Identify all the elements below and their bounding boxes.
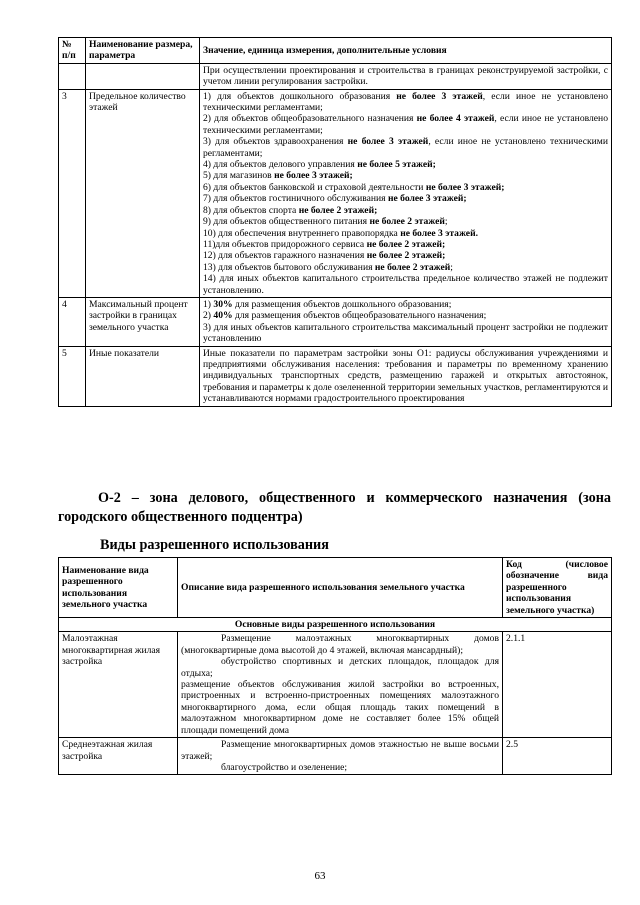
value-line: Иные показатели по параметрам застройки зоны О1: радиусы обслуживания учреждениями и предприятиями обслуживания населения: требования и параметры по временному хранению индивидуальных транспортных средств, размещению гаражей и открытых автостоянок, требования и параметры к доле озелененной территории земельных участков, регламентируются и устанавливаются нормами градостроительного проектирования [203,347,608,405]
use-name: Малоэтажная многоквартирная жилая застройка [59,632,178,738]
value-line: 2) 40% для размещения объектов общеобразовательного назначения; [203,310,487,322]
section-row [59,618,612,632]
parameters-table-header [59,38,612,64]
use-description [178,738,503,775]
value-line: 11)для объектов придорожного сервиса не более 2 этажей; [203,238,446,250]
header-value: Значение, единица измерения, дополнительные условия [200,38,612,64]
header-use-code: Код (числовое обозначение вида разрешенного использования земельного участка) [503,558,612,618]
use-code: 2.5 [503,738,612,775]
description-paragraph: размещение объектов обслуживания жилой застройки во встроенных, пристроенных и встроенно-пристроенных помещениях малоэтажного многоквартирного дома, если общая площадь таких помещений в малоэтажном многоквартирном доме не составляет более 15% общей площади помещений дома [181,679,499,736]
parameters-table [58,37,612,407]
value-line: 8) для объектов спорта не более 2 этажей; [203,204,378,216]
value-line: 3) для объектов здравоохранения не более 3 этажей, если иное не установлено техническими регламентами; [203,136,608,159]
header-parameter: Наименование размера, параметра [86,38,200,64]
description-paragraph: Размещение малоэтажных многоквартирных домов (многоквартирные дома высотой до 4 этажей, включая мансардный); [181,633,499,656]
permitted-uses-table [58,557,612,775]
row-number: 5 [59,346,86,406]
row-values [200,297,612,346]
table-row [59,89,612,297]
description-paragraph: обустройство спортивных и детских площадок, площадок для отдыха; [181,656,499,679]
row-parameter: Иные показатели [86,346,200,406]
value-line: 13) для объектов бытового обслуживания не более 2 этажей; [203,261,453,273]
permitted-uses-header [59,558,612,618]
value-line: 1) 30% для размещения объектов дошкольного образования; [203,298,452,310]
zone-heading: О-2 – зона делового, общественного и коммерческого назначения (зона городского общественного подцентра) [58,490,611,525]
use-description [178,632,503,738]
table-row [59,346,612,406]
value-line: 4) для объектов делового управления не более 5 этажей; [203,159,436,171]
table-row [59,632,612,738]
table-row [59,297,612,346]
header-use-name: Наименование вида разрешенного использования земельного участка [59,558,178,618]
value-line: 12) для объектов гаражного назначения не более 2 этажей; [203,250,446,262]
use-name: Среднеэтажная жилая застройка [59,738,178,775]
use-code: 2.1.1 [503,632,612,738]
row-values [200,346,612,406]
value-line: 3) для иных объектов капитального строительства максимальный процент застройки не подлежит установлению [203,321,608,345]
row-parameter: Предельное количество этажей [86,89,200,297]
uses-heading: Виды разрешенного использования [100,537,329,553]
value-line: 7) для объектов гостиничного обслуживания не более 3 этажей; [203,193,467,205]
row-parameter: Максимальный процент застройки в границах земельного участка [86,297,200,346]
value-line: 10) для обеспечения внутреннего правопорядка не более 3 этажей. [203,227,478,239]
header-number: № п/п [59,38,86,64]
value-line: 14) для иных объектов капитального строительства предельное количество этажей не подлежит установлению. [203,273,608,296]
value-line: 6) для объектов банковской и страховой деятельности не более 3 этажей; [203,181,505,193]
value-line: 1) для объектов дошкольного образования не более 3 этажей, если иное не установлено техническими регламентами; [203,90,608,114]
value-line: 5) для магазинов не более 3 этажей; [203,170,353,182]
table-row [59,738,612,775]
description-paragraph: благоустройство и озеленение; [221,761,348,773]
row-values [200,89,612,297]
page-number: 63 [314,870,326,882]
description-paragraph: Размещение многоквартирных домов этажностью не выше восьми этажей; [181,739,499,762]
value-line: 2) для объектов общеобразовательного назначения не более 4 этажей, если иное не установлено техническими регламентами; [203,113,608,136]
note-row-text: При осуществлении проектирования и строительства в границах реконструируемой застройки, с учетом линии регулирования застройки. [200,63,612,89]
section-title: Основные виды разрешенного использования [59,618,612,632]
row-number: 3 [59,89,86,297]
header-use-description: Описание вида разрешенного использования земельного участка [178,558,503,618]
row-number: 4 [59,297,86,346]
table-row [59,63,612,89]
value-line: 9) для объектов общественного питания не более 2 этажей; [203,216,448,228]
